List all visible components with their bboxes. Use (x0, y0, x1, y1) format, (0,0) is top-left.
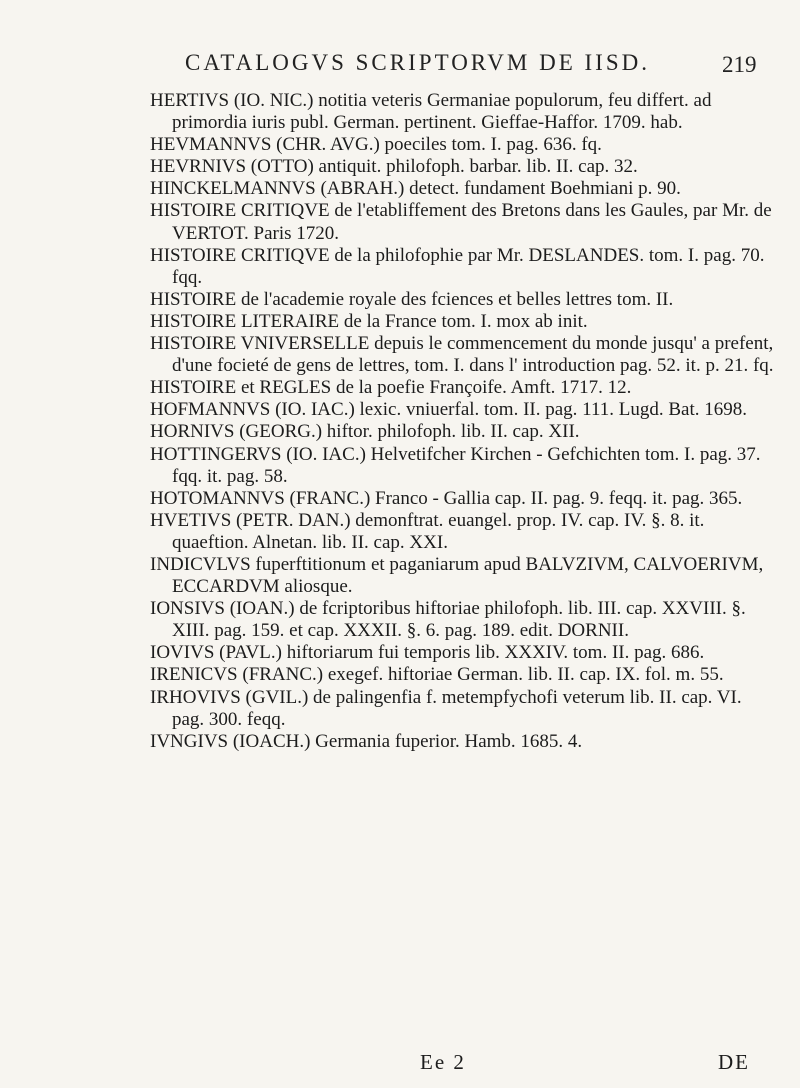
catalogue-entry: IOVIVS (PAVL.) hiftoriarum fui temporis lib. XXXIV. tom. II. pag. 686. (150, 642, 705, 664)
catalogue-entry: IVNGIVS (IOACH.) Germania fuperior. Hamb. 1685. 4. (150, 730, 583, 752)
catalogue-entry: HISTOIRE VNIVERSELLE depuis le commencement du monde jusqu' a prefent, d'une focieté de gens de lettres, tom. I. dans l' introduction pag. 52. it. p. 21. fq. (150, 333, 774, 377)
catalogue-entry: HVETIVS (PETR. DAN.) demonftrat. euangel. prop. IV. cap. IV. §. 8. it. quaeftion. Alnetan. lib. II. cap. XXI. (150, 509, 705, 553)
catalogue-entry: INDICVLVS fuperftitionum et paganiarum apud BALVZIVM, CALVOERIVM, ECCARDVM aliosque. (150, 553, 764, 598)
catalogue-entry: HEVMANNVS (CHR. AVG.) poeciles tom. I. pag. 636. fq. (150, 134, 602, 156)
signature-mark: Ee 2 (420, 1050, 466, 1074)
catalogue-entry: HOTTINGERVS (IO. IAC.) Helvetifcher Kirchen - Gefchichten tom. I. pag. 37. fqq. it. pag. 58. (150, 443, 761, 487)
catalogue-entry: IONSIVS (IOAN.) de fcriptoribus hiftoriae philofoph. lib. III. cap. XXVIII. §. XIII. pag. 159. et cap. XXXII. §. 6. pag. 189. edit. DORNII. (150, 598, 746, 642)
catalogue-entries (150, 90, 775, 753)
catalogue-entry: IRENICVS (FRANC.) exegef. hiftoriae German. lib. II. cap. IX. fol. m. 55. (150, 664, 724, 686)
page-footer (0, 1050, 800, 1080)
running-title: CATALOGVS SCRIPTORVM DE IISD. (185, 50, 650, 75)
catalogue-entry: HEVRNIVS (OTTO) antiquit. philofoph. barbar. lib. II. cap. 32. (150, 156, 638, 178)
catalogue-entry: HINCKELMANNVS (ABRAH.) detect. fundament Boehmiani p. 90. (150, 178, 681, 200)
catalogue-entry: HERTIVS (IO. NIC.) notitia veteris Germaniae populorum, feu differt. ad primordia iuris publ. German. pertinent. Gieffae-Haffor. 1709. hab. (150, 90, 712, 134)
catchword: DE (718, 1050, 750, 1074)
catalogue-entry: HISTOIRE CRITIQVE de l'etabliffement des Bretons dans les Gaules, par Mr. de VERTOT. Paris 1720. (150, 200, 772, 244)
catalogue-entry: HOTOMANNVS (FRANC.) Franco - Gallia cap. II. pag. 9. feqq. it. pag. 365. (150, 487, 743, 509)
page-header (0, 50, 800, 82)
catalogue-entry: HISTOIRE LITERAIRE de la France tom. I. mox ab init. (150, 310, 588, 332)
catalogue-entry: HISTOIRE et REGLES de la poefie Françoife. Amft. 1717. 12. (150, 377, 632, 399)
page-number: 219 (722, 52, 757, 77)
catalogue-entry: HISTOIRE CRITIQVE de la philofophie par Mr. DESLANDES. tom. I. pag. 70. fqq. (150, 244, 765, 288)
catalogue-entry: HOFMANNVS (IO. IAC.) lexic. vniuerfal. tom. II. pag. 111. Lugd. Bat. 1698. (150, 399, 748, 421)
catalogue-entry: IRHOVIVS (GVIL.) de palingenfia f. metempfychofi veterum lib. II. cap. VI. pag. 300. feqq. (150, 686, 742, 730)
catalogue-entry: HISTOIRE de l'academie royale des fciences et belles lettres tom. II. (150, 288, 674, 310)
catalogue-entry: HORNIVS (GEORG.) hiftor. philofoph. lib. II. cap. XII. (150, 421, 580, 443)
